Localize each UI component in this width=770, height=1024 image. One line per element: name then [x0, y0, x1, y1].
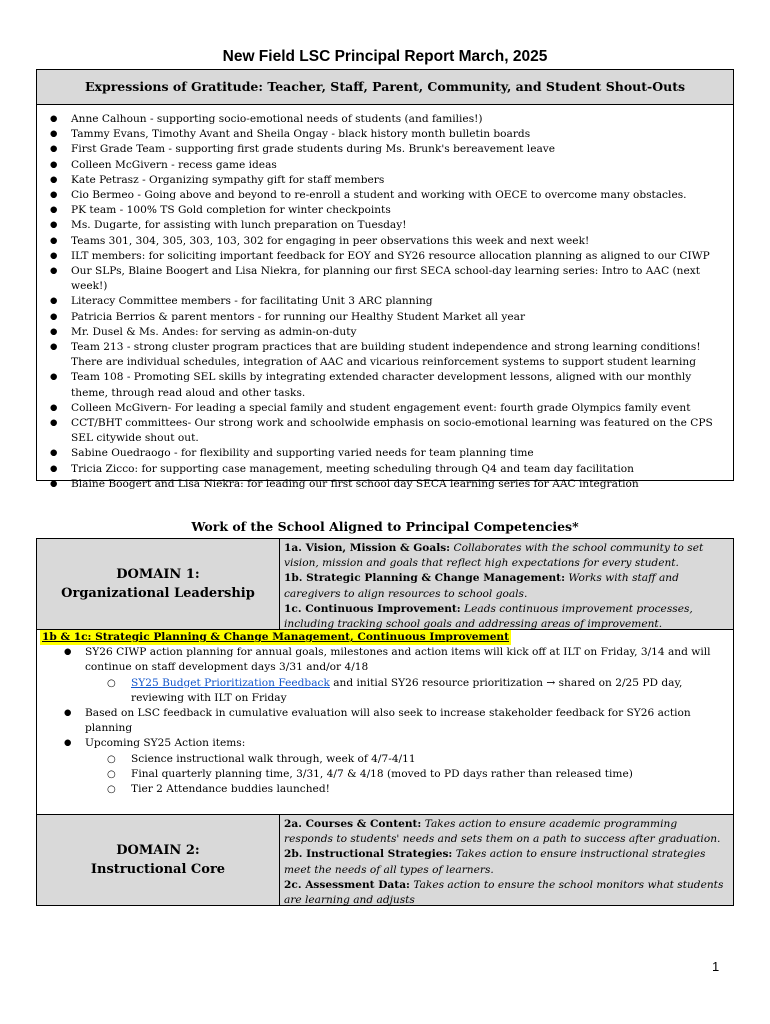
domain2-competencies [280, 815, 733, 905]
notes-list [37, 645, 733, 797]
list-item: ● Upcoming SY25 Action items: ○ Science instructional walk through, week of 4/7-4/11 ○ Final quarterly planning time, 3/31, 4/7 & 4/18 (moved to PD days rather than released time) ○ Tier 2 Attendance buddies launched! [85, 736, 727, 797]
list-item: ● Our SLPs, Blaine Boogert and Lisa Niekra, for planning our first SECA school-day learning series: Intro to AAC (next week!) [71, 264, 727, 294]
list-item: ● Ms. Dugarte, for assisting with lunch preparation on Tuesday! [71, 218, 727, 233]
list-item: ● Colleen McGivern- For leading a special family and student engagement event: fourth grade Olympics family event [71, 401, 727, 416]
list-item: ○ SY25 Budget Prioritization Feedback and initial SY26 resource prioritization → shared on 2/25 PD day, reviewing with ILT on Friday [131, 676, 727, 706]
domain1-notes [36, 630, 734, 814]
list-item: ○ Final quarterly planning time, 3/31, 4/7 & 4/18 (moved to PD days rather than released time) [131, 767, 727, 782]
domain1-competencies [280, 539, 733, 629]
domain1-row [36, 538, 734, 630]
list-item: ● Anne Calhoun - supporting socio-emotional needs of students (and families!) [71, 112, 727, 127]
domain1-label [37, 539, 280, 629]
page-title: New Field LSC Principal Report March, 2025 [222, 48, 548, 65]
budget-feedback-link[interactable]: SY25 Budget Prioritization Feedback [131, 676, 330, 689]
shoutout-list [37, 105, 733, 492]
list-item: ● Team 213 - strong cluster program practices that are building student independence and strong learning conditions! There are individual schedules, integration of AAC and vicarious reinforcement systems to support student learning [71, 340, 727, 370]
gratitude-header: Expressions of Gratitude: Teacher, Staff, Parent, Community, and Student Shout-Outs [37, 70, 733, 105]
focus-heading: 1b & 1c: Strategic Planning & Change Management, Continuous Improvement [40, 630, 511, 645]
gratitude-table [36, 69, 734, 490]
list-item: ● Sabine Ouedraogo - for flexibility and supporting varied needs for team planning time [71, 446, 727, 461]
domain2-label [37, 815, 280, 905]
list-item: ● Literacy Committee members - for facilitating Unit 3 ARC planning [71, 294, 727, 309]
competencies-title: Work of the School Aligned to Principal Competencies* [191, 519, 579, 534]
list-item: ● Colleen McGivern - recess game ideas [71, 158, 727, 173]
list-item: ● Cio Bermeo - Going above and beyond to re-enroll a student and working with OECE to overcome many obstacles. [71, 188, 727, 203]
domain2-row [36, 814, 734, 906]
list-item: ● PK team - 100% TS Gold completion for winter checkpoints [71, 203, 727, 218]
list-item: ● Patricia Berrios & parent mentors - for running our Healthy Student Market all year [71, 310, 727, 325]
page-number: 1 [712, 959, 720, 974]
competency-2c: 2c. Assessment Data: Takes action to ensure the school monitors what students are learning and adjusts [284, 878, 724, 907]
list-item: ● Tricia Zicco: for supporting case management, meeting scheduling through Q4 and team day facilitation [71, 462, 727, 477]
list-item: ● Based on LSC feedback in cumulative evaluation will also seek to increase stakeholder feedback for SY26 action planning [85, 706, 727, 736]
domain2-name: Instructional Core [90, 862, 226, 877]
list-item: ● First Grade Team - supporting first grade students during Ms. Brunk's bereavement leave [71, 142, 727, 157]
competency-2a: 2a. Courses & Content: Takes action to ensure academic programming responds to students' needs and sets them on a path to success after graduation. [284, 818, 721, 846]
list-item: ● ILT members: for soliciting important feedback for EOY and SY26 resource allocation planning as aligned to our CIWP [71, 249, 727, 264]
list-item: ● Tammy Evans, Timothy Avant and Sheila Ongay - black history month bulletin boards [71, 127, 727, 142]
domain2-number: DOMAIN 2: [116, 843, 200, 858]
competency-1b: 1b. Strategic Planning & Change Management: Works with staff and caregivers to align resources to school goals. [284, 572, 679, 600]
list-item: ○ Tier 2 Attendance buddies launched! [131, 782, 727, 797]
domain1-name: Organizational Leadership [61, 586, 255, 601]
list-item: ● Team 108 - Promoting SEL skills by integrating extended character development lessons, aligned with our monthly theme, through read aloud and other tasks. [71, 370, 727, 400]
list-item: ● Blaine Boogert and Lisa Niekra: for leading our first school day SECA learning series for AAC integration [71, 477, 727, 492]
competency-1c: 1c. Continuous Improvement: Leads continuous improvement processes, including tracking school goals and addressing areas of improvement. [284, 602, 693, 631]
domain1-number: DOMAIN 1: [116, 567, 200, 582]
list-item: ○ Science instructional walk through, week of 4/7-4/11 [131, 752, 727, 767]
competency-2b: 2b. Instructional Strategies: Takes action to ensure instructional strategies meet the needs of all types of learners. [284, 848, 706, 876]
list-item: ● SY26 CIWP action planning for annual goals, milestones and action items will kick off at ILT on Friday, 3/14 and will continue on staff development days 3/31 and/or 4/18 ○ SY25 Budget Prioritization Feedback and initial SY26 resource prioritization → shared on 2/25 PD day, reviewing with ILT on Friday [85, 645, 727, 706]
list-item: ● Kate Petrasz - Organizing sympathy gift for staff members [71, 173, 727, 188]
list-item: ● Teams 301, 304, 305, 303, 103, 302 for engaging in peer observations this week and next week! [71, 234, 727, 249]
list-item: ● CCT/BHT committees- Our strong work and schoolwide emphasis on socio-emotional learning was featured on the CPS SEL citywide shout out. [71, 416, 727, 446]
list-item: ● Mr. Dusel & Ms. Andes: for serving as admin-on-duty [71, 325, 727, 340]
competency-1a: 1a. Vision, Mission & Goals: Collaborates with the school community to set vision, mission and goals that reflect high expectations for every student. [284, 542, 704, 570]
